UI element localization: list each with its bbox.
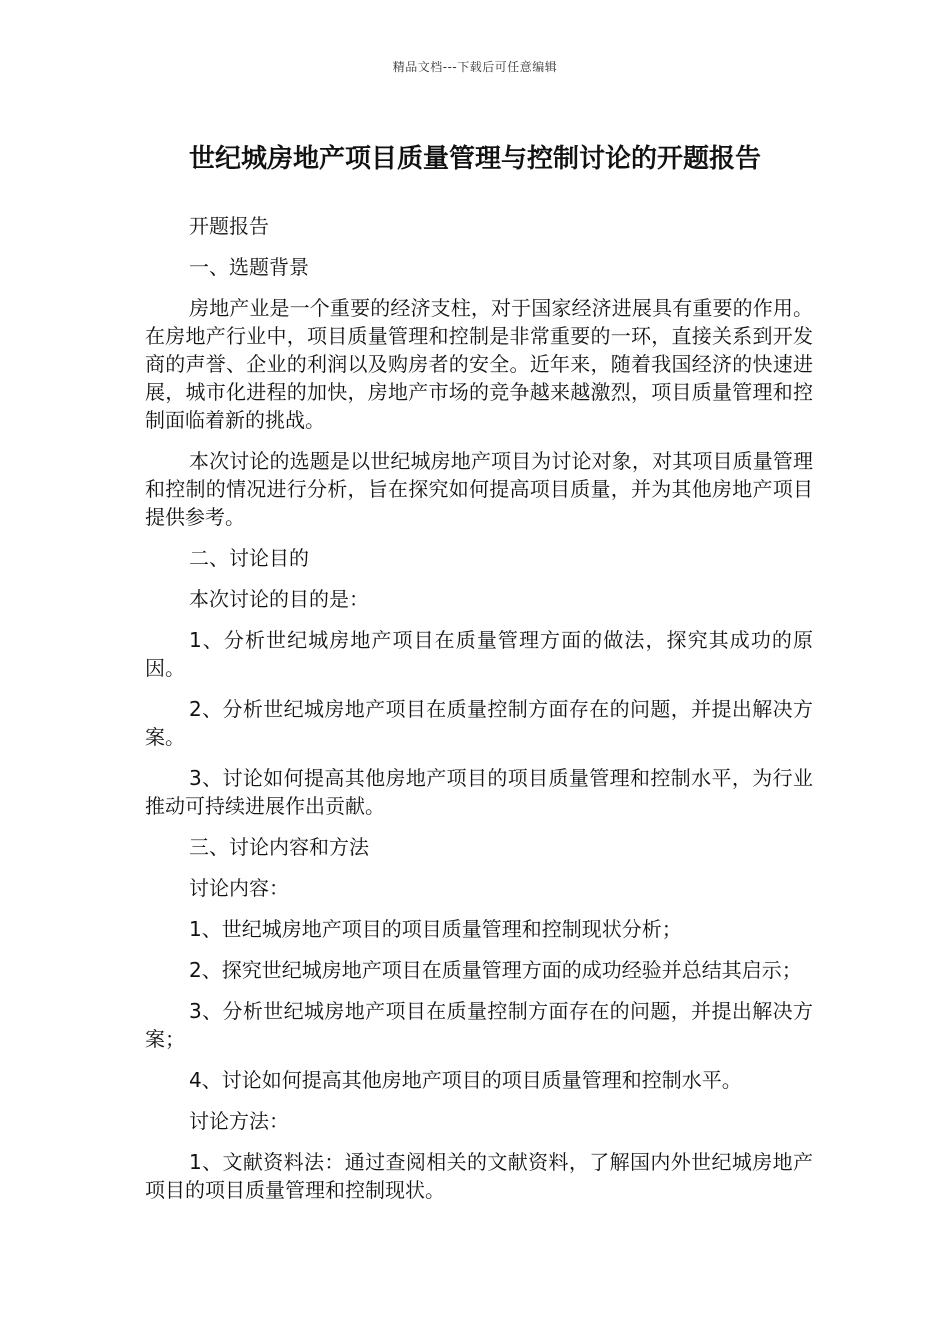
list-item: 4、讨论如何提高其他房地产项目的项目质量管理和控制水平。 <box>189 1068 742 1092</box>
paragraph: 本次讨论的选题是以世纪城房地产项目为讨论对象，对其项目质量管理和控制的情况进行分析，旨在探究如何提高项目质量，并为其他房地产项目提供参考。 <box>145 449 813 529</box>
section-heading-background: 一、选题背景 <box>189 255 309 279</box>
paragraph: 房地产业是一个重要的经济支柱，对于国家经济进展具有重要的作用。在房地产行业中，项目质量管理和控制是非常重要的一环，直接关系到开发商的声誉、企业的利润以及购房者的安全。近年来，随着我国经济的快速进展，城市化进程的加快，房地产市场的竞争越来越激烈，项目质量管理和控制面临着新的挑战。 <box>145 296 813 432</box>
list-item: 3、分析世纪城房地产项目在质量控制方面存在的问题，并提出解决方案； <box>145 999 813 1051</box>
list-item: 1、世纪城房地产项目的项目质量管理和控制现状分析； <box>189 917 682 941</box>
header-note: 精品文档---下载后可任意编辑 <box>392 60 558 74</box>
paragraph-heading-report: 开题报告 <box>189 214 269 238</box>
list-item: 2、探究世纪城房地产项目在质量管理方面的成功经验并总结其启示； <box>189 958 802 982</box>
list-item: 1、文献资料法：通过查阅相关的文献资料，了解国内外世纪城房地产项目的项目质量管理和控制现状。 <box>145 1150 813 1202</box>
list-item: 1、分析世纪城房地产项目在质量管理方面的做法，探究其成功的原因。 <box>145 628 813 680</box>
section-heading-purpose: 二、讨论目的 <box>189 546 309 570</box>
list-item: 3、讨论如何提高其他房地产项目的项目质量管理和控制水平，为行业推动可持续进展作出贡献。 <box>145 766 813 818</box>
section-heading-content-method: 三、讨论内容和方法 <box>189 835 369 859</box>
list-item: 2、分析世纪城房地产项目在质量控制方面存在的问题，并提出解决方案。 <box>145 697 813 749</box>
document-title: 世纪城房地产项目质量管理与控制讨论的开题报告 <box>188 144 761 174</box>
subheading-method: 讨论方法： <box>189 1109 289 1133</box>
subheading-content: 讨论内容： <box>189 876 289 900</box>
document-body <box>145 212 813 1217</box>
paragraph: 本次讨论的目的是： <box>189 587 369 611</box>
